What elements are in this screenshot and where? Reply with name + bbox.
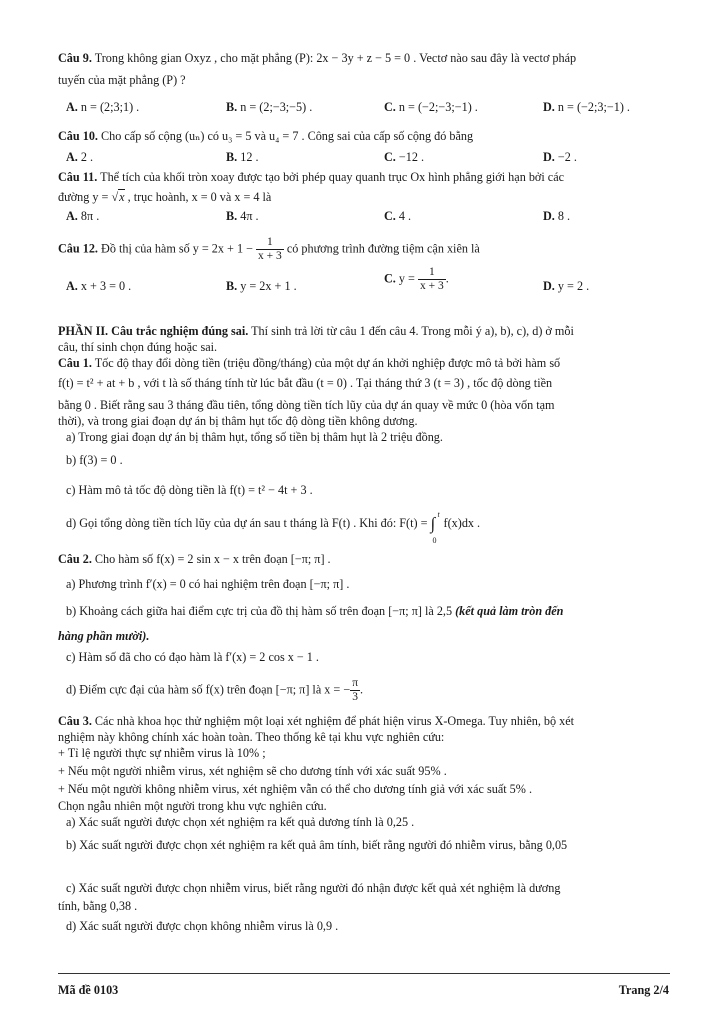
p1-line4: thời), và trong giai đoạn dự án bị thâm hụt tốc độ dòng tiền không dương. bbox=[58, 414, 418, 428]
option-text: −12 . bbox=[398, 150, 425, 164]
q9-label: Câu 9. bbox=[58, 51, 92, 65]
option-letter: D. bbox=[543, 209, 555, 223]
p3-item-b: b) Xác suất người được chọn xét nghiệm ra kết quả âm tính, biết rằng người đó nhiễm virus, bằng 0,05 bbox=[66, 838, 568, 852]
fraction-denominator: x + 3 bbox=[419, 280, 444, 292]
p2-item-b bbox=[66, 603, 563, 619]
p2-label: Câu 2. bbox=[58, 552, 92, 566]
q12-label: Câu 12. bbox=[58, 241, 98, 256]
p3-bullet2: + Nếu một người nhiễm virus, xét nghiệm sẽ cho dương tính với xác suất 95% . bbox=[58, 764, 447, 778]
option-text: . bbox=[445, 271, 449, 286]
q11-label: Câu 11. bbox=[58, 170, 98, 184]
p2-b-note-line2: hàng phần mười). bbox=[58, 629, 150, 643]
p2-b-note: (kết quả làm tròn đến bbox=[455, 604, 564, 618]
option-letter: A. bbox=[66, 279, 78, 293]
option-letter: B. bbox=[226, 100, 238, 114]
p3-line1 bbox=[58, 713, 574, 729]
p2-line bbox=[58, 551, 331, 567]
option-letter: C. bbox=[384, 209, 396, 223]
p3-label: Câu 3. bbox=[58, 714, 92, 728]
q12-option-b bbox=[226, 278, 297, 294]
q11-option-c bbox=[384, 208, 411, 224]
fraction-numerator: π bbox=[352, 677, 359, 689]
q10-option-a bbox=[66, 149, 93, 165]
p1-d-text: d) Gọi tổng dòng tiền tích lũy của dự án sau t tháng là F(t) . Khi đó: F(t) = bbox=[66, 516, 428, 530]
p2-item-c: c) Hàm số đã cho có đạo hàm là f′(x) = 2 cos x − 1 . bbox=[66, 650, 319, 664]
q9-text: Trong không gian Oxyz , cho mặt phẳng (P): 2x − 3y + z − 5 = 0 . Vectơ nào sau đây là vectơ pháp bbox=[94, 51, 577, 65]
q10-option-d bbox=[543, 149, 577, 165]
p3-bullet1: + Tỉ lệ người thực sự nhiễm virus là 10% ; bbox=[58, 746, 266, 760]
part2-heading-line bbox=[58, 323, 574, 339]
part2-intro: Thí sinh trả lời từ câu 1 đến câu 4. Trong mỗi ý a), b), c), d) ở mỗi bbox=[251, 324, 574, 338]
q10-text: Cho cấp số cộng (uₙ) có u₃ = 5 và u₄ = 7 . Công sai của cấp số cộng đó bằng bbox=[101, 129, 474, 143]
option-letter: B. bbox=[226, 209, 238, 223]
option-letter: A. bbox=[66, 209, 78, 223]
option-text: n = (2;3;1) . bbox=[80, 100, 140, 114]
p1-text: Tốc độ thay đổi dòng tiền (triệu đồng/tháng) của một dự án khởi nghiệp được mô tả bởi hàm số bbox=[94, 356, 561, 370]
p1-item-b: b) f(3) = 0 . bbox=[66, 453, 123, 467]
q11-text-post: , trục hoành, x = 0 và x = 4 là bbox=[127, 190, 272, 204]
q12-option-d bbox=[543, 278, 589, 294]
option-text: 8 . bbox=[557, 209, 571, 223]
q10-option-b bbox=[226, 149, 259, 165]
q10-line bbox=[58, 128, 473, 144]
option-letter: A. bbox=[66, 100, 78, 114]
fraction-denominator: 3 bbox=[352, 691, 358, 703]
option-letter: D. bbox=[543, 150, 555, 164]
p3-item-c-line1: c) Xác suất người được chọn nhiễm virus, biết rằng người đó nhận được kết quả xét nghiệm là dương bbox=[66, 881, 561, 895]
p3-line3: Chọn ngẫu nhiên một người trong khu vực nghiên cứu. bbox=[58, 799, 327, 813]
q9-option-b bbox=[226, 99, 312, 115]
p1-line2: f(t) = t² + at + b , với t là số tháng tính từ lúc bắt đầu (t = 0) . Tại tháng thứ 3 (t = 3) , tốc độ dòng tiền bbox=[58, 376, 553, 390]
q11-option-a bbox=[66, 208, 99, 224]
p3-item-d: d) Xác suất người được chọn không nhiễm virus là 0,9 . bbox=[66, 919, 339, 933]
p2-item-d bbox=[66, 677, 363, 704]
q11-text: Thể tích của khối tròn xoay được tạo bởi phép quay quanh trục Ox hình phẳng giới hạn bởi các bbox=[100, 170, 565, 184]
p1-item-d bbox=[66, 510, 481, 546]
q9-line2: tuyến của mặt phẳng (P) ? bbox=[58, 73, 186, 87]
p3-item-a: a) Xác suất người được chọn xét nghiệm ra kết quả dương tính là 0,25 . bbox=[66, 815, 415, 829]
q12-text-post: có phương trình đường tiệm cận xiên là bbox=[286, 241, 480, 256]
p3-bullet3: + Nếu một người không nhiễm virus, xét nghiệm vẫn có thể cho dương tính giả với xác suất 5% . bbox=[58, 782, 533, 796]
fraction bbox=[418, 266, 446, 293]
q9-option-c bbox=[384, 99, 478, 115]
option-letter: D. bbox=[543, 279, 555, 293]
q11-line1 bbox=[58, 169, 564, 185]
option-letter: B. bbox=[226, 279, 238, 293]
q12-text-pre: Đồ thị của hàm số y = 2x + 1 − bbox=[101, 241, 253, 256]
fraction-numerator: 1 bbox=[418, 266, 446, 280]
option-text: n = (−2;−3;−1) . bbox=[398, 100, 478, 114]
fraction-numerator: 1 bbox=[256, 236, 284, 250]
p1-line1 bbox=[58, 355, 560, 371]
option-text: n = (−2;3;−1) . bbox=[557, 100, 630, 114]
integral-lower-bound: 0 bbox=[432, 536, 437, 546]
footer-exam-code: Mã đề 0103 bbox=[58, 983, 119, 997]
option-letter: D. bbox=[543, 100, 555, 114]
option-text: 4π . bbox=[240, 209, 259, 223]
option-text: −2 . bbox=[557, 150, 577, 164]
q9-line1 bbox=[58, 50, 576, 66]
p2-b-text: b) Khoảng cách giữa hai điểm cực trị của đồ thị hàm số trên đoạn [−π; π] là 2,5 bbox=[66, 604, 453, 618]
p1-label: Câu 1. bbox=[58, 356, 92, 370]
q9-option-a bbox=[66, 99, 139, 115]
p3-line2: nghiệm này không chính xác hoàn toàn. Theo thống kê tại khu vực nghiên cứu: bbox=[58, 730, 445, 744]
part2-intro-line2: câu, thí sinh chọn đúng hoặc sai. bbox=[58, 340, 218, 354]
p2-d-text: d) Điểm cực đại của hàm số f(x) trên đoạn [−π; π] là x = − bbox=[66, 682, 351, 697]
option-text: x + 3 = 0 . bbox=[80, 279, 132, 293]
q11-option-b bbox=[226, 208, 259, 224]
p2-item-a: a) Phương trình f′(x) = 0 có hai nghiệm trên đoạn [−π; π] . bbox=[66, 577, 350, 591]
q12-option-c bbox=[384, 266, 449, 293]
integral-upper-bound: t bbox=[437, 510, 440, 520]
q12-line bbox=[58, 236, 480, 263]
p2-d-end: . bbox=[360, 682, 364, 697]
option-text: n = (2;−3;−5) . bbox=[240, 100, 313, 114]
q11-option-d bbox=[543, 208, 570, 224]
sqrt-symbol: √ bbox=[111, 190, 119, 204]
q9-option-d bbox=[543, 99, 630, 115]
fraction bbox=[256, 236, 284, 263]
p3-text: Các nhà khoa học thử nghiệm một loại xét nghiệm để phát hiện virus X-Omega. Tuy nhiên, bộ xét bbox=[94, 714, 575, 728]
option-letter: C. bbox=[384, 271, 396, 286]
p1-line3: bằng 0 . Biết rằng sau 3 tháng đầu tiên, tổng dòng tiền tích lũy của dự án quay về mức 0 (hòa vốn tạm bbox=[58, 398, 555, 412]
p2-text: Cho hàm số f(x) = 2 sin x − x trên đoạn [−π; π] . bbox=[94, 552, 331, 566]
q10-label: Câu 10. bbox=[58, 129, 98, 143]
option-text: y = 2x + 1 . bbox=[240, 279, 297, 293]
footer-divider bbox=[58, 973, 670, 974]
option-letter: C. bbox=[384, 150, 396, 164]
integral-sign: ∫ t 0 bbox=[431, 516, 441, 532]
option-text: y = 2 . bbox=[557, 279, 590, 293]
option-letter: A. bbox=[66, 150, 78, 164]
option-text: 12 . bbox=[240, 150, 259, 164]
part2-heading: PHẦN II. Câu trắc nghiệm đúng sai. bbox=[58, 324, 249, 338]
q11-line2 bbox=[58, 189, 271, 205]
option-text: 4 . bbox=[398, 209, 412, 223]
option-text: 8π . bbox=[80, 209, 100, 223]
option-text: 2 . bbox=[80, 150, 94, 164]
q10-option-c bbox=[384, 149, 424, 165]
p1-item-a: a) Trong giai đoạn dự án bị thâm hụt, tổng số tiền bị thâm hụt là 2 triệu đồng. bbox=[66, 430, 443, 444]
fraction-denominator: x + 3 bbox=[258, 250, 282, 262]
option-letter: B. bbox=[226, 150, 238, 164]
p3-item-c-line2: tính, bằng 0,38 . bbox=[58, 899, 138, 913]
p1-item-c: c) Hàm mô tả tốc độ dòng tiền là f(t) = t² − 4t + 3 . bbox=[66, 483, 313, 497]
q12-option-a bbox=[66, 278, 131, 294]
footer-page-number: Trang 2/4 bbox=[618, 983, 669, 997]
sqrt-radicand: x bbox=[119, 190, 125, 204]
fraction bbox=[350, 677, 360, 704]
p1-d-integrand: f(x)dx . bbox=[443, 516, 481, 530]
option-text: y = bbox=[398, 271, 415, 286]
option-letter: C. bbox=[384, 100, 396, 114]
q11-text-pre: đường y = bbox=[58, 190, 109, 204]
